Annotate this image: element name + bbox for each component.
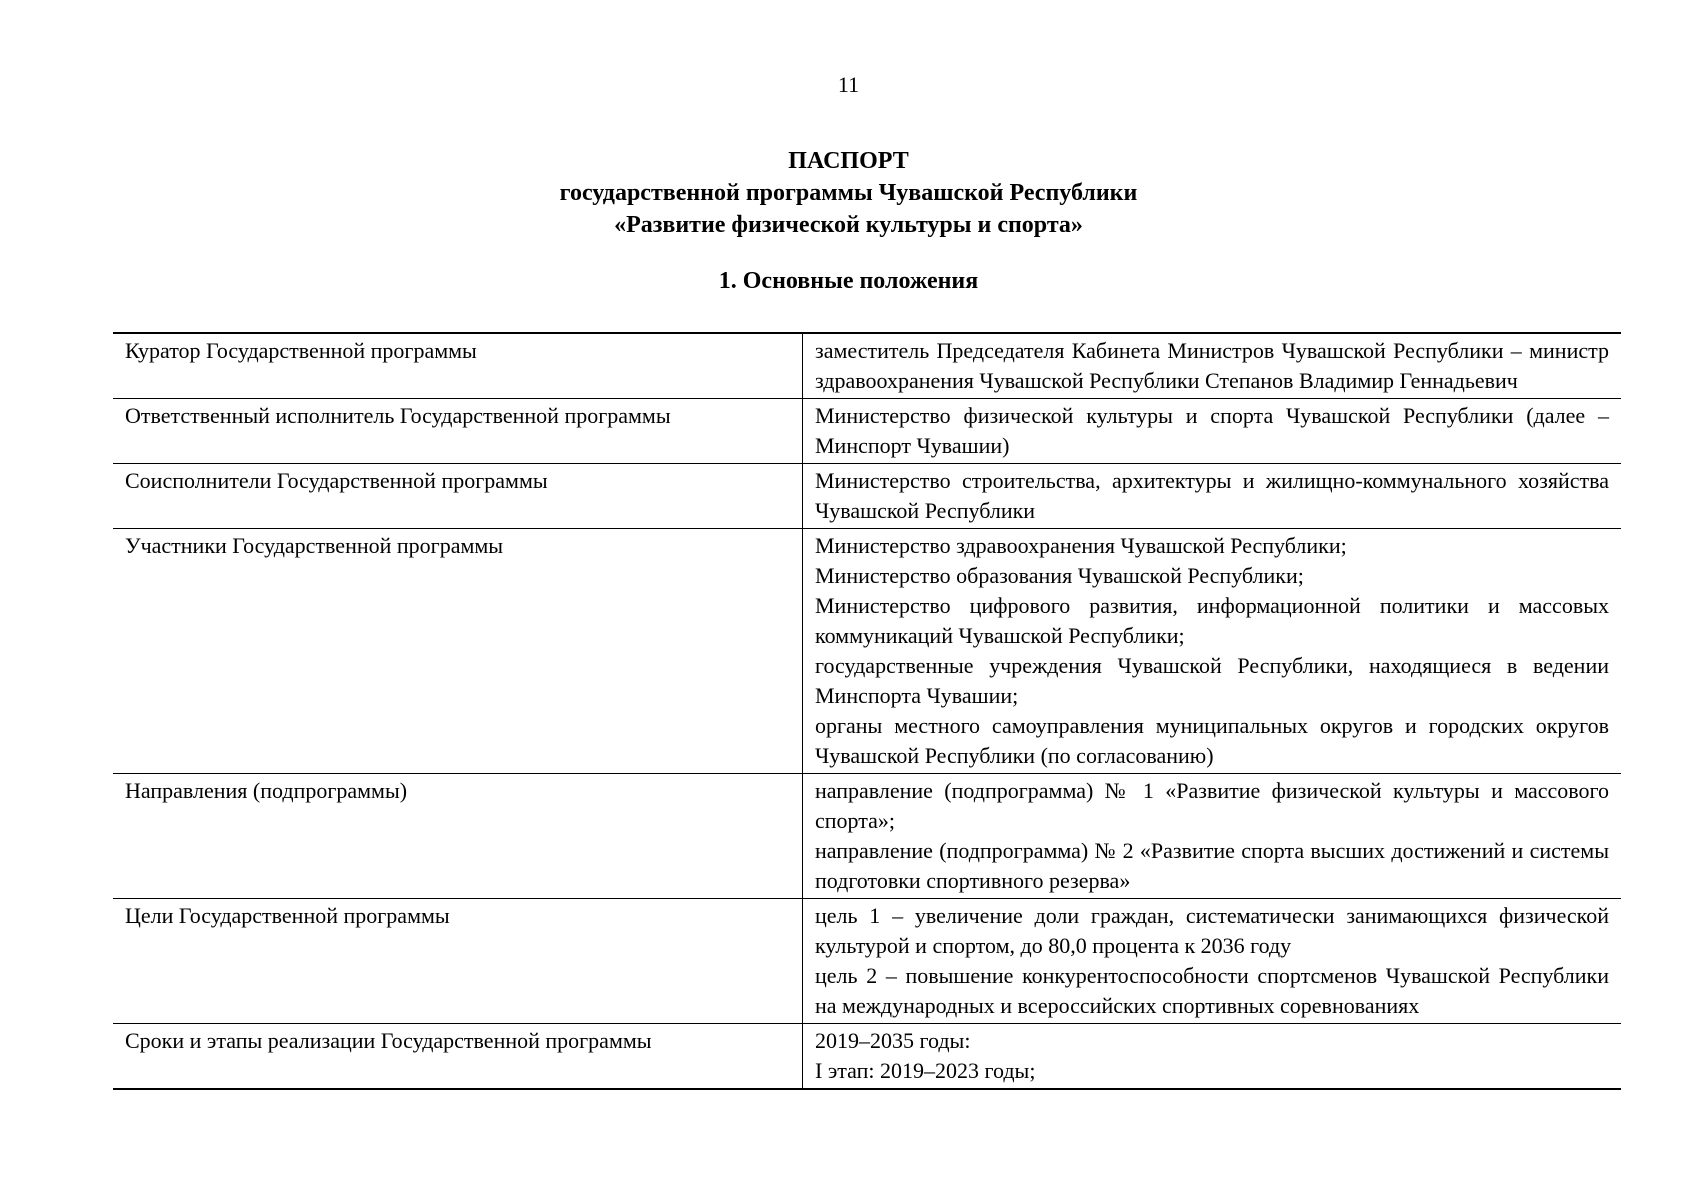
title-line-3: «Развитие физической культуры и спорта» bbox=[614, 212, 1083, 238]
document-title bbox=[0, 145, 1697, 241]
row-value bbox=[803, 1024, 1622, 1090]
value-line: Министерство здравоохранения Чувашской Республики; bbox=[815, 533, 1347, 558]
table-row bbox=[113, 1024, 1621, 1090]
title-line-2: государственной программы Чувашской Республики bbox=[559, 180, 1138, 206]
page-number: 11 bbox=[837, 72, 860, 97]
value-line: цель 2 – повышение конкурентоспособности спортсменов Чувашской Республики на международных и всероссийских спортивных соревнованиях bbox=[815, 963, 1609, 1018]
value-line: государственные учреждения Чувашской Республики, находящиеся в ведении Минспорта Чувашии; bbox=[815, 653, 1609, 708]
row-label: Соисполнители Государственной программы bbox=[113, 464, 803, 529]
value-line: направление (подпрограмма) № 1 «Развитие физической культуры и массового спорта»; bbox=[815, 778, 1609, 833]
table-row bbox=[113, 464, 1621, 529]
row-label: Ответственный исполнитель Государственной программы bbox=[113, 399, 803, 464]
table-row bbox=[113, 399, 1621, 464]
row-value bbox=[803, 399, 1622, 464]
row-value bbox=[803, 529, 1622, 774]
row-value bbox=[803, 774, 1622, 899]
value-line: заместитель Председателя Кабинета Министров Чувашской Республики – министр здравоохранения Чувашской Республики Степанов Владимир Геннадьевич bbox=[815, 338, 1609, 393]
row-label: Цели Государственной программы bbox=[113, 899, 803, 1024]
row-label: Куратор Государственной программы bbox=[113, 333, 803, 399]
value-line: органы местного самоуправления муниципальных округов и городских округов Чувашской Республики (по согласованию) bbox=[815, 713, 1609, 768]
value-line: Министерство образования Чувашской Республики; bbox=[815, 563, 1304, 588]
table-row bbox=[113, 774, 1621, 899]
row-value bbox=[803, 464, 1622, 529]
passport-table bbox=[113, 332, 1621, 1090]
value-line: цель 1 – увеличение доли граждан, систематически занимающихся физической культурой и спортом, до 80,0 процента к 2036 году bbox=[815, 903, 1609, 958]
row-value bbox=[803, 899, 1622, 1024]
row-label: Сроки и этапы реализации Государственной программы bbox=[113, 1024, 803, 1090]
table-row bbox=[113, 529, 1621, 774]
title-line-1: ПАСПОРТ bbox=[788, 148, 909, 174]
table-row bbox=[113, 899, 1621, 1024]
value-line: I этап: 2019–2023 годы; bbox=[815, 1058, 1036, 1083]
value-line: Министерство цифрового развития, информационной политики и массовых коммуникаций Чувашской Республики; bbox=[815, 593, 1609, 648]
row-label: Направления (подпрограммы) bbox=[113, 774, 803, 899]
value-line: 2019–2035 годы: bbox=[815, 1028, 971, 1053]
row-label: Участники Государственной программы bbox=[113, 529, 803, 774]
table-row bbox=[113, 333, 1621, 399]
value-line: направление (подпрограмма) № 2 «Развитие спорта высших достижений и системы подготовки спортивного резерва» bbox=[815, 838, 1609, 893]
value-line: Министерство физической культуры и спорта Чувашской Республики (далее – Минспорт Чувашии) bbox=[815, 403, 1609, 458]
row-value bbox=[803, 333, 1622, 399]
section-title: 1. Основные положения bbox=[718, 268, 979, 294]
value-line: Министерство строительства, архитектуры и жилищно-коммунального хозяйства Чувашской Республики bbox=[815, 468, 1609, 523]
